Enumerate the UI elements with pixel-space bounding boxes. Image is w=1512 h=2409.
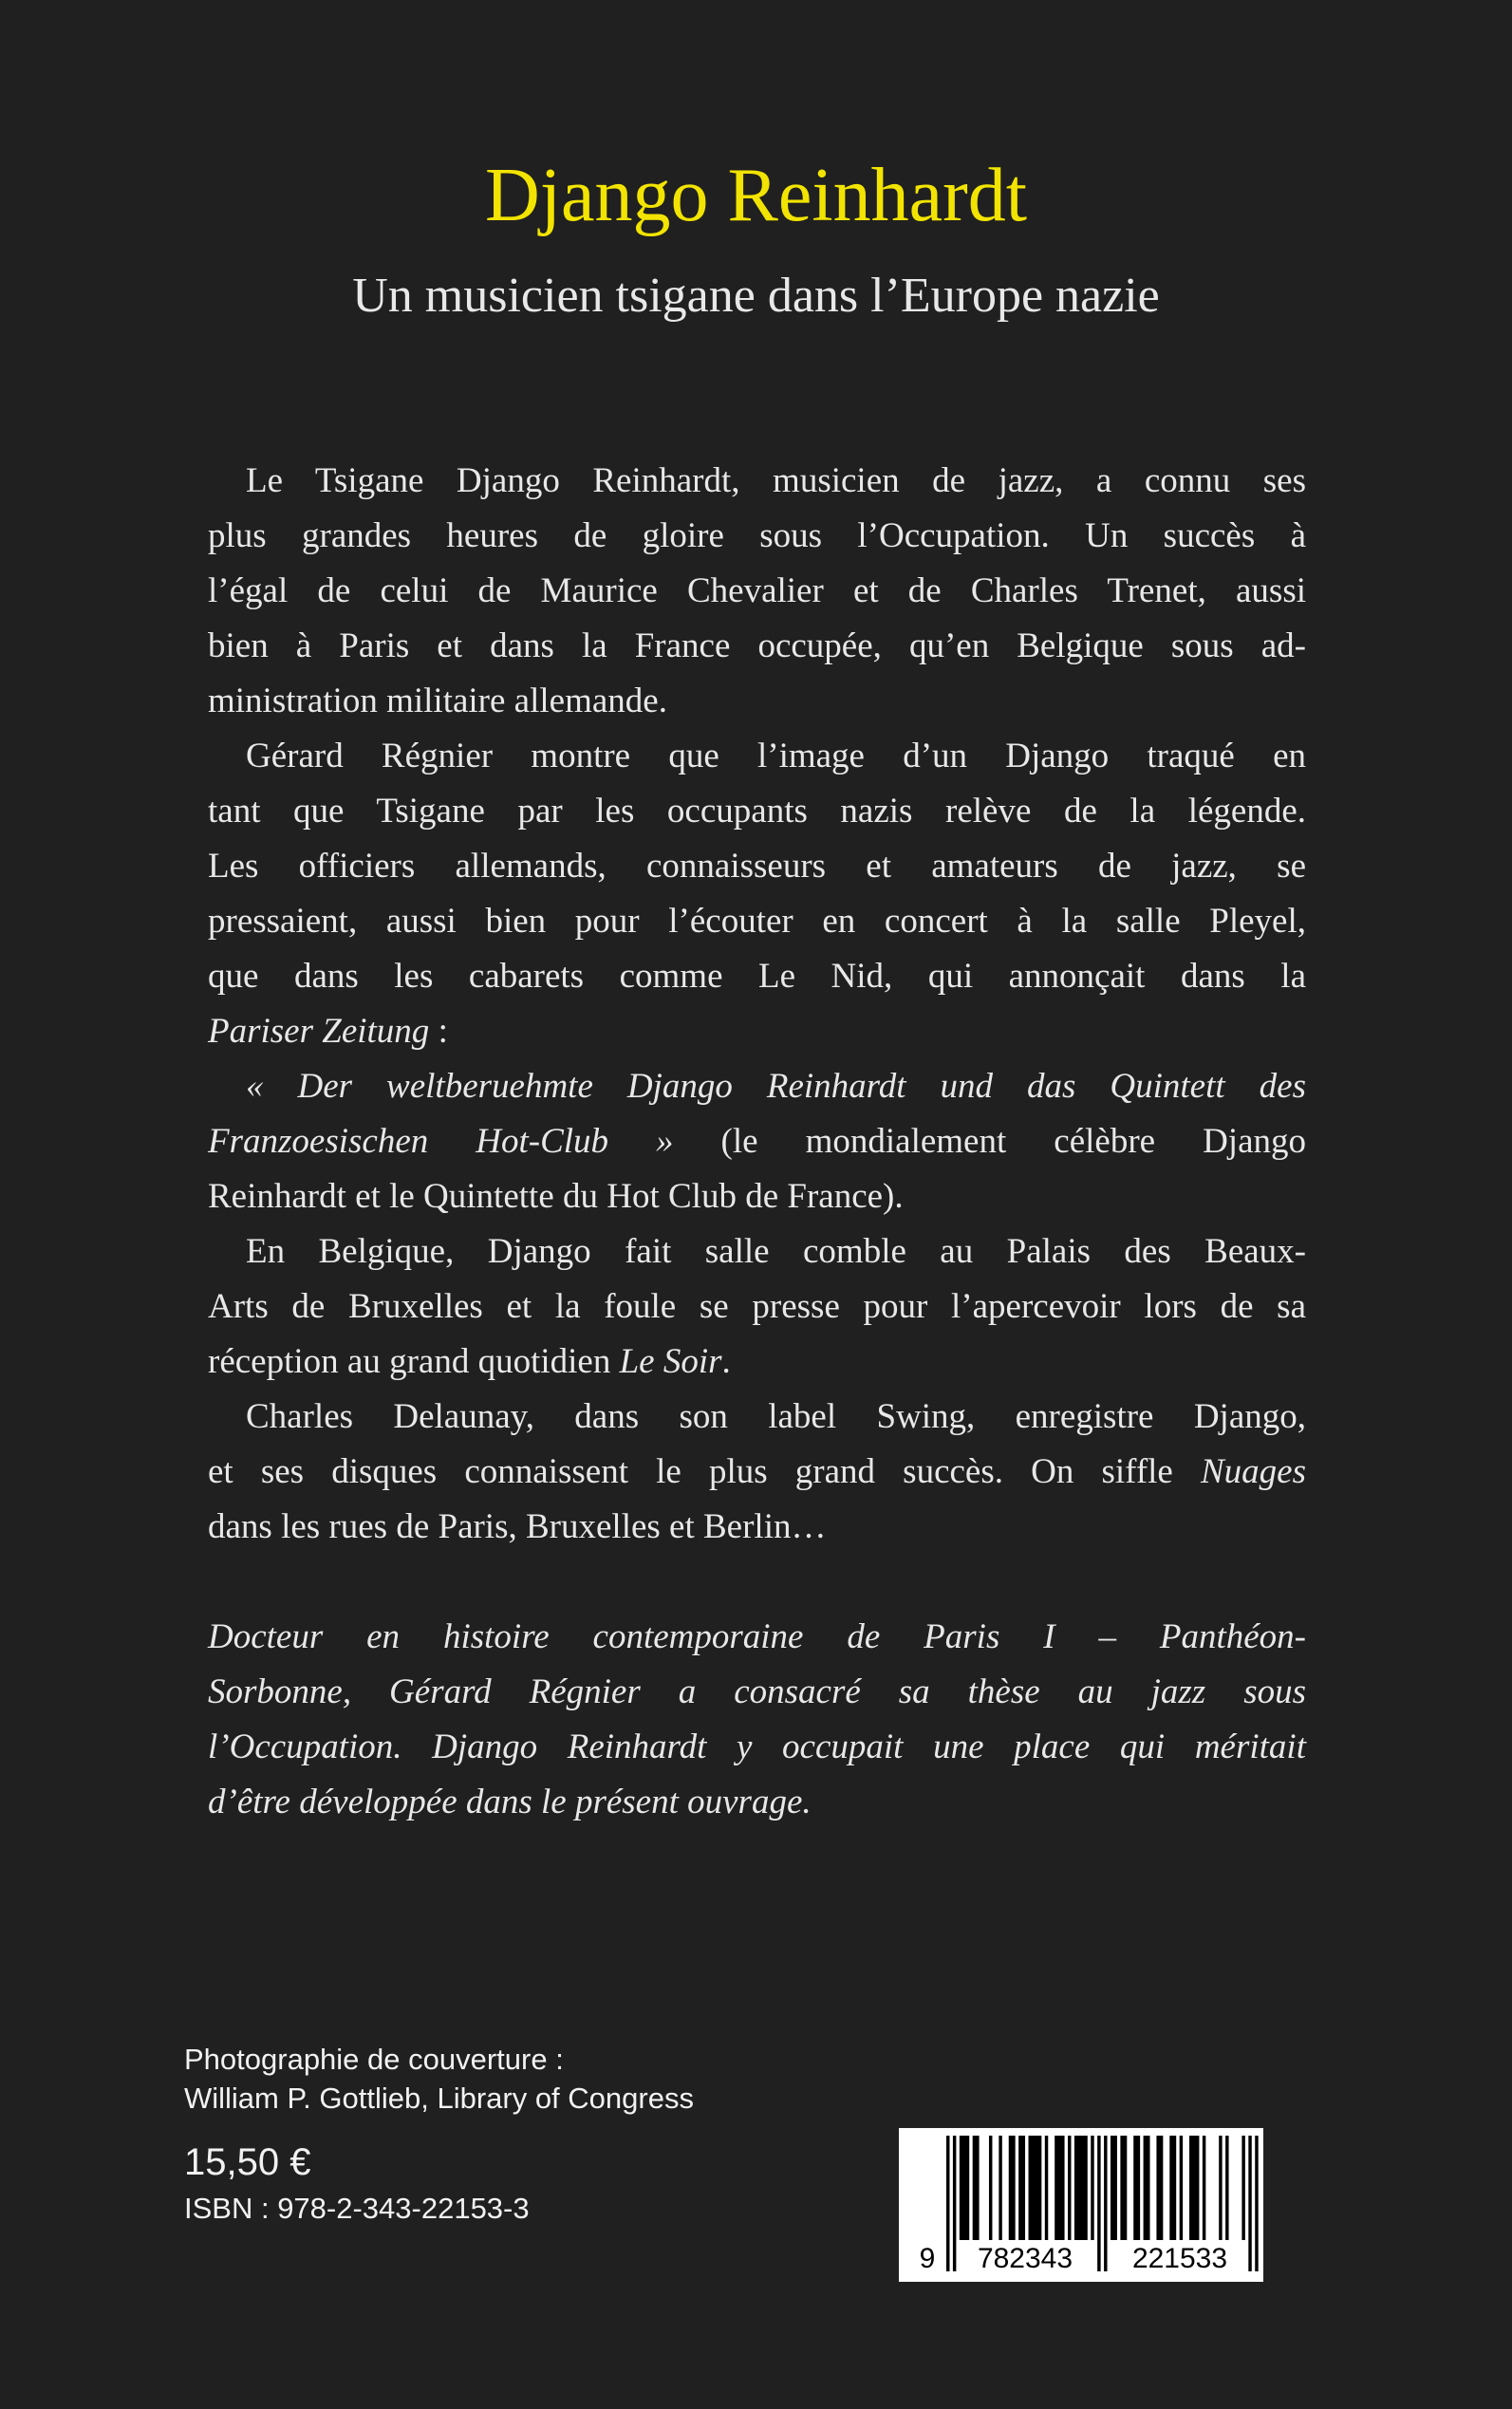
text-line: que dans les cabarets comme Le Nid, qui annonçait dans la [208,957,1306,996]
barcode-bar [1111,2136,1117,2240]
barcode-bar [1241,2136,1244,2240]
barcode-bar [1068,2136,1071,2240]
photo-credit: William P. Gottlieb, Library of Congress [184,2082,694,2115]
text-line: ministration militaire allemande. [208,682,667,720]
text-line: Arts de Bruxelles et la foule se presse pour l’apercevoir lors de sa [208,1287,1306,1326]
text-segment: réception au grand quotidien [208,1342,620,1381]
text-segment: et ses disques connaissent le plus grand succès. On siffle [208,1452,1201,1491]
newspaper-name: Le Soir [619,1342,722,1381]
barcode-bar [1055,2136,1064,2240]
spacer [208,1555,1306,1610]
text-line [208,1004,1306,1059]
quote-line-end: Franzoesischen Hot-Club » [208,1122,674,1161]
barcode-bar [1189,2136,1199,2240]
text-line: En Belgique, Django fait salle comble au Palais des Beaux- [246,1232,1306,1271]
blurb [208,454,1306,1830]
barcode-bar [1120,2136,1127,2240]
text-line [208,1335,1306,1390]
barcode-bar [1144,2136,1150,2240]
photo-credit-label: Photographie de couverture : [184,2043,564,2076]
barcode-guard-bar [1104,2136,1107,2271]
quote-line: « Der weltberuehmte Django Reinhardt und das Quintett des [246,1067,1306,1106]
translation-text: (le mondialement célèbre Django [673,1122,1306,1161]
text-line: Gérard Régnier montre que l’image d’un Django traqué en [246,737,1306,775]
author-bio-line: Docteur en histoire contemporaine de Paris I – Panthéon- [208,1617,1306,1656]
barcode-bar [973,2136,980,2240]
author-bio-line: Sorbonne, Gérard Régnier a consacré sa thèse au jazz sous [208,1672,1306,1711]
barcode-bar [1074,2136,1088,2240]
barcode [899,2128,1263,2282]
barcode-bar [1219,2136,1222,2240]
text-line [208,1445,1306,1500]
barcode-bar [1029,2136,1042,2240]
text-line: Reinhardt et le Quintette du Hot Club de France). [208,1177,904,1216]
barcode-guard-bar [1097,2136,1100,2271]
barcode-guard-bar [953,2136,956,2271]
price: 15,50 € [184,2141,311,2183]
barcode-bar [989,2136,992,2240]
text-line: l’égal de celui de Maurice Chevalier et de Charles Trenet, aussi [208,571,1306,610]
book-subtitle: Un musicien tsigane dans l’Europe nazie [352,269,1160,323]
barcode-bar [1180,2136,1183,2240]
barcode-bar [1133,2136,1140,2240]
text-line: plus grandes heures de gloire sous l’Occupation. Un succès à [208,516,1306,555]
book-title: Django Reinhardt [485,154,1027,237]
barcode-bar [1225,2136,1228,2240]
barcode-bar [999,2136,1001,2240]
colon: : [429,1012,448,1051]
isbn: ISBN : 978-2-343-22153-3 [184,2192,530,2225]
barcode-bar [1018,2136,1025,2240]
text-line: bien à Paris et dans la France occupée, qu’en Belgique sous ad- [208,626,1306,665]
barcode-right-digits: 221533 [1131,2243,1228,2274]
text-line: Les officiers allemands, connaisseurs et amateurs de jazz, se [208,847,1306,886]
barcode-bar [1091,2136,1093,2240]
text-line: Le Tsigane Django Reinhardt, musicien de jazz, a connu ses [246,461,1306,500]
barcode-bar [1203,2136,1205,2240]
barcode-guard-bar [1255,2136,1258,2271]
text-segment: . [721,1342,731,1381]
text-line [208,1114,1306,1169]
text-line: Charles Delaunay, dans son label Swing, enregistre Django, [246,1397,1306,1436]
barcode-left-digits: 782343 [977,2243,1073,2274]
author-bio-line: d’être développée dans le présent ouvrage. [208,1783,812,1821]
barcode-bar [1009,2136,1016,2240]
barcode-guard-bar [1248,2136,1251,2271]
newspaper-name: Pariser Zeitung [208,1012,430,1051]
text-line: tant que Tsigane par les occupants nazis relève de la légende. [208,792,1306,831]
barcode-bar [960,2136,969,2240]
text-line: dans les rues de Paris, Bruxelles et Berlin… [208,1507,827,1546]
author-bio-line: l’Occupation. Django Reinhardt y occupait une place qui méritait [208,1727,1306,1766]
barcode-guard-bar [946,2136,949,2271]
barcode-bar [1156,2136,1163,2240]
song-title: Nuages [1201,1452,1306,1491]
barcode-first-digit: 9 [919,2243,936,2274]
text-line: pressaient, aussi bien pour l’écouter en concert à la salle Pleyel, [208,902,1306,941]
barcode-bar [1045,2136,1048,2240]
barcode-graphic [899,2128,1263,2282]
barcode-bar [1169,2136,1176,2240]
